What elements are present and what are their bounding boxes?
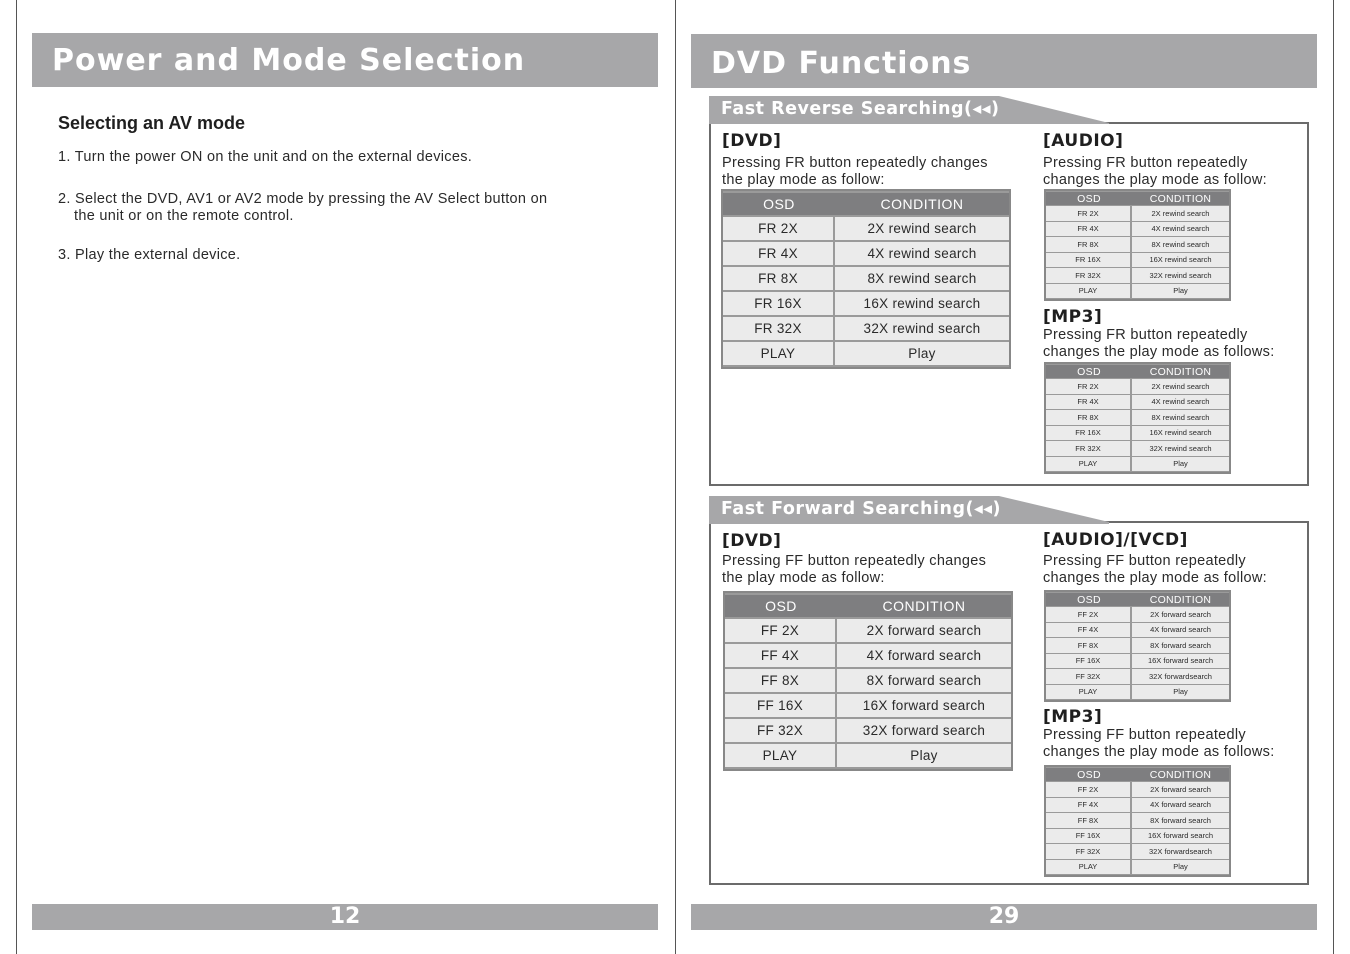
condition-cell: 8X forward search <box>1132 813 1229 828</box>
forward-audio-table <box>1044 590 1231 702</box>
right-page-title-banner <box>691 34 1317 88</box>
fast-forward-tab <box>709 496 1109 524</box>
table-row <box>725 619 1011 642</box>
osd-header: OSD <box>723 193 835 215</box>
table-row <box>725 644 1011 667</box>
table-row <box>723 317 1009 340</box>
table-row <box>1046 457 1229 472</box>
table-row <box>1046 829 1229 844</box>
reverse-mp3-heading: [MP3] <box>1043 307 1103 327</box>
osd-cell: FR 16X <box>723 292 835 315</box>
condition-cell: 16X rewind search <box>835 292 1009 315</box>
condition-cell: 4X rewind search <box>1132 222 1229 237</box>
condition-cell: 8X rewind search <box>1132 410 1229 425</box>
forward-mp3-table <box>1044 765 1231 877</box>
condition-cell: 32X rewind search <box>1132 441 1229 456</box>
osd-cell: FR 16X <box>1046 426 1132 441</box>
condition-cell: Play <box>1132 284 1229 299</box>
condition-cell: 8X forward search <box>1132 638 1229 653</box>
condition-cell: 16X rewind search <box>1132 426 1229 441</box>
osd-cell: FF 2X <box>1046 607 1132 622</box>
table-row <box>1046 607 1229 622</box>
desc-line: Pressing FR button repeatedly changes <box>722 155 988 171</box>
reverse-audio-heading: [AUDIO] <box>1043 131 1124 151</box>
condition-cell: Play <box>837 744 1011 767</box>
forward-dvd-heading: [DVD] <box>722 531 782 551</box>
desc-line: Pressing FF button repeatedly <box>1043 553 1246 569</box>
forward-mp3-heading: [MP3] <box>1043 707 1103 727</box>
osd-cell: PLAY <box>1046 284 1132 299</box>
osd-cell: FF 8X <box>1046 813 1132 828</box>
condition-cell: 2X forward search <box>837 619 1011 642</box>
osd-cell: FR 16X <box>1046 253 1132 268</box>
table-header-row <box>1046 593 1229 606</box>
table-row <box>1046 623 1229 638</box>
desc-line: the play mode as follow: <box>722 569 885 586</box>
forward-mp3-desc <box>1043 727 1275 760</box>
osd-header: OSD <box>1046 365 1132 378</box>
table-row <box>1046 410 1229 425</box>
osd-cell: FF 32X <box>725 719 837 742</box>
condition-header: CONDITION <box>1132 593 1229 606</box>
desc-line: changes the play mode as follow: <box>1043 171 1268 188</box>
condition-cell: Play <box>1132 860 1229 875</box>
osd-cell: FR 2X <box>723 217 835 240</box>
osd-cell: FF 4X <box>725 644 837 667</box>
condition-header: CONDITION <box>837 595 1011 617</box>
desc-line: Pressing FF button repeatedly <box>1043 727 1246 743</box>
table-row <box>723 267 1009 290</box>
desc-line: changes the play mode as follow: <box>1043 569 1268 586</box>
condition-cell: 2X forward search <box>1132 782 1229 797</box>
table-header-row <box>725 595 1011 617</box>
reverse-dvd-desc <box>722 155 988 188</box>
reverse-mp3-desc <box>1043 327 1275 360</box>
condition-header: CONDITION <box>835 193 1009 215</box>
page-divider <box>675 0 676 954</box>
condition-cell: 16X rewind search <box>1132 253 1229 268</box>
step-2-cont: the unit or on the remote control. <box>74 208 294 224</box>
table-row <box>1046 206 1229 221</box>
osd-cell: FF 32X <box>1046 669 1132 684</box>
table-header-row <box>723 193 1009 215</box>
desc-line: changes the play mode as follows: <box>1043 343 1275 360</box>
osd-cell: FF 16X <box>1046 654 1132 669</box>
table-row <box>1046 426 1229 441</box>
desc-line: changes the play mode as follows: <box>1043 743 1275 760</box>
table-row <box>725 719 1011 742</box>
table-header-row <box>1046 365 1229 378</box>
table-header-row <box>1046 192 1229 205</box>
condition-cell: 4X forward search <box>837 644 1011 667</box>
osd-cell: FR 8X <box>1046 410 1132 425</box>
condition-header: CONDITION <box>1132 768 1229 781</box>
table-row <box>1046 654 1229 669</box>
forward-audio-desc <box>1043 553 1267 586</box>
condition-cell: 32X forward search <box>837 719 1011 742</box>
right-page-title: DVD Functions <box>711 46 972 81</box>
left-page-number: 12 <box>32 904 658 930</box>
table-row <box>1046 860 1229 875</box>
osd-cell: FR 8X <box>1046 237 1132 252</box>
table-row <box>725 694 1011 717</box>
osd-cell: PLAY <box>1046 860 1132 875</box>
desc-line: Pressing FR button repeatedly <box>1043 155 1248 171</box>
desc-line: the play mode as follow: <box>722 171 885 188</box>
osd-cell: FR 32X <box>723 317 835 340</box>
osd-cell: FR 4X <box>1046 395 1132 410</box>
reverse-dvd-table <box>721 189 1011 369</box>
condition-header: CONDITION <box>1132 192 1229 205</box>
table-row <box>1046 395 1229 410</box>
condition-cell: 2X forward search <box>1132 607 1229 622</box>
forward-audio-heading: [AUDIO]/[VCD] <box>1043 530 1188 550</box>
osd-cell: FR 2X <box>1046 379 1132 394</box>
table-row <box>1046 685 1229 700</box>
condition-cell: Play <box>835 342 1009 365</box>
table-row <box>723 292 1009 315</box>
right-page-number: 29 <box>691 904 1317 930</box>
step-3: 3. Play the external device. <box>58 247 241 263</box>
condition-cell: 4X forward search <box>1132 623 1229 638</box>
osd-cell: PLAY <box>723 342 835 365</box>
reverse-dvd-heading: [DVD] <box>722 131 782 151</box>
step-2: 2. Select the DVD, AV1 or AV2 mode by pressing the AV Select button on <box>58 191 548 207</box>
condition-cell: 16X forward search <box>837 694 1011 717</box>
table-row <box>1046 669 1229 684</box>
condition-cell: 2X rewind search <box>1132 379 1229 394</box>
step-1: 1. Turn the power ON on the unit and on the external devices. <box>58 149 473 165</box>
table-row <box>1046 284 1229 299</box>
table-row <box>723 217 1009 240</box>
fast-reverse-tab <box>709 96 1109 124</box>
table-header-row <box>1046 768 1229 781</box>
osd-header: OSD <box>1046 593 1132 606</box>
table-row <box>1046 813 1229 828</box>
table-row <box>1046 798 1229 813</box>
table-row <box>1046 638 1229 653</box>
osd-cell: PLAY <box>1046 685 1132 700</box>
osd-header: OSD <box>1046 768 1132 781</box>
osd-header: OSD <box>725 595 837 617</box>
table-row <box>1046 844 1229 859</box>
right-page-edge <box>1333 0 1334 954</box>
table-row <box>1046 268 1229 283</box>
osd-cell: FR 32X <box>1046 441 1132 456</box>
reverse-mp3-table <box>1044 362 1231 474</box>
osd-cell: FF 4X <box>1046 623 1132 638</box>
osd-cell: FF 2X <box>1046 782 1132 797</box>
reverse-audio-desc <box>1043 155 1267 188</box>
osd-cell: PLAY <box>725 744 837 767</box>
table-row <box>1046 441 1229 456</box>
left-page-subtitle: Selecting an AV mode <box>58 113 246 133</box>
forward-dvd-desc <box>722 553 986 586</box>
osd-cell: FR 4X <box>723 242 835 265</box>
condition-cell: 2X rewind search <box>1132 206 1229 221</box>
desc-line: Pressing FR button repeatedly <box>1043 327 1248 343</box>
table-row <box>723 242 1009 265</box>
left-page-edge <box>16 0 17 954</box>
fast-forward-tab-label: Fast Forward Searching(◂◂) <box>721 499 1002 519</box>
osd-cell: FF 4X <box>1046 798 1132 813</box>
osd-cell: PLAY <box>1046 457 1132 472</box>
condition-header: CONDITION <box>1132 365 1229 378</box>
condition-cell: Play <box>1132 457 1229 472</box>
condition-cell: 4X forward search <box>1132 798 1229 813</box>
left-page-title: Power and Mode Selection <box>52 43 526 78</box>
condition-cell: 32X rewind search <box>1132 268 1229 283</box>
condition-cell: 2X rewind search <box>835 217 1009 240</box>
osd-cell: FF 16X <box>1046 829 1132 844</box>
condition-cell: 16X forward search <box>1132 829 1229 844</box>
desc-line: Pressing FF button repeatedly changes <box>722 553 987 569</box>
condition-cell: 8X rewind search <box>1132 237 1229 252</box>
osd-cell: FR 4X <box>1046 222 1132 237</box>
table-row <box>723 342 1009 365</box>
left-page-title-banner <box>32 33 658 87</box>
table-row <box>1046 222 1229 237</box>
osd-cell: FF 2X <box>725 619 837 642</box>
condition-cell: 8X rewind search <box>835 267 1009 290</box>
osd-cell: FF 16X <box>725 694 837 717</box>
condition-cell: Play <box>1132 685 1229 700</box>
table-row <box>1046 253 1229 268</box>
osd-cell: FF 8X <box>725 669 837 692</box>
condition-cell: 4X rewind search <box>1132 395 1229 410</box>
osd-cell: FR 2X <box>1046 206 1132 221</box>
osd-cell: FR 32X <box>1046 268 1132 283</box>
condition-cell: 32X forwardsearch <box>1132 844 1229 859</box>
condition-cell: 32X forwardsearch <box>1132 669 1229 684</box>
reverse-audio-table <box>1044 189 1231 301</box>
table-row <box>1046 379 1229 394</box>
fast-reverse-tab-label: Fast Reverse Searching(◂◂) <box>721 99 1000 119</box>
osd-header: OSD <box>1046 192 1132 205</box>
condition-cell: 4X rewind search <box>835 242 1009 265</box>
condition-cell: 8X forward search <box>837 669 1011 692</box>
osd-cell: FF 8X <box>1046 638 1132 653</box>
condition-cell: 16X forward search <box>1132 654 1229 669</box>
table-row <box>725 744 1011 767</box>
table-row <box>1046 237 1229 252</box>
forward-dvd-table <box>723 591 1013 771</box>
table-row <box>1046 782 1229 797</box>
table-row <box>725 669 1011 692</box>
condition-cell: 32X rewind search <box>835 317 1009 340</box>
osd-cell: FF 32X <box>1046 844 1132 859</box>
osd-cell: FR 8X <box>723 267 835 290</box>
